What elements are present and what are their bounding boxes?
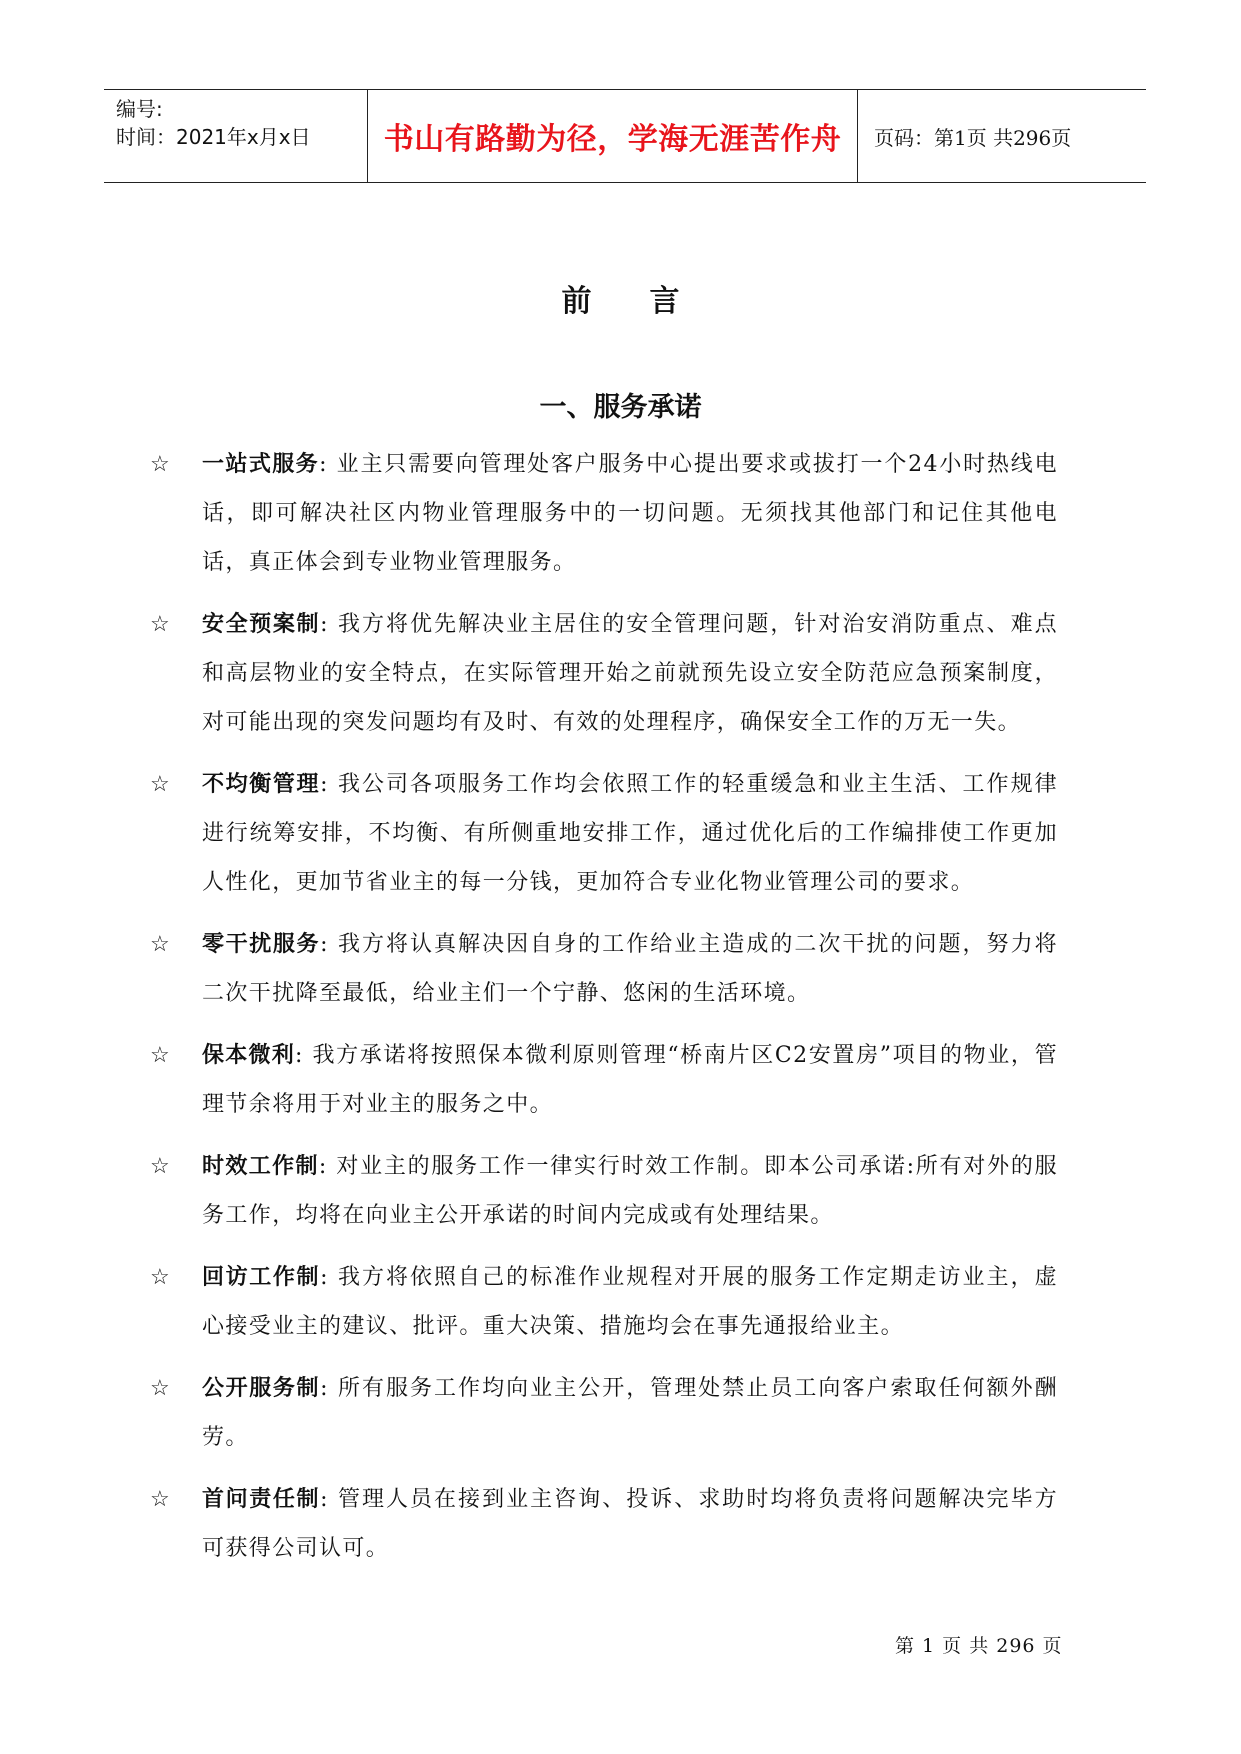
star-bullet-icon: ☆ [150,1043,170,1068]
list-item-text [202,760,1058,907]
item-term: 一站式服务 [202,452,320,477]
list-item-text [202,1253,1058,1351]
item-description: 管理人员在接到业主咨询、投诉、求助时均将负责将问题解决完毕方可获得公司认可。 [202,1487,1058,1561]
list-item [150,600,1070,747]
list-item-text [202,1142,1058,1240]
star-bullet-icon: ☆ [150,1154,170,1179]
item-separator: : [320,1487,329,1512]
header-meta [104,90,368,182]
list-item [150,1364,1070,1462]
list-item [150,1253,1070,1351]
item-term: 首问责任制 [202,1487,321,1512]
item-separator: : [320,1265,329,1290]
document-number-label: 编号: [116,97,163,121]
item-term: 不均衡管理 [202,772,321,797]
list-item-text [202,440,1058,587]
star-bullet-icon: ☆ [150,932,170,957]
star-bullet-icon: ☆ [150,1487,170,1512]
item-separator: : [320,1376,329,1401]
item-separator: : [318,1154,328,1179]
header-motto: 书山有路勤为径，学海无涯苦作舟 [368,90,858,182]
document-date: 时间：2021年x月x日 [116,125,311,149]
star-bullet-icon: ☆ [150,612,170,637]
page-title-char-2: 言 [649,284,680,319]
item-description: 对业主的服务工作一律实行时效工作制。即本公司承诺:所有对外的服务工作，均将在向业主公开承诺的时间内完成或有处理结果。 [202,1154,1058,1228]
item-term: 保本微利 [202,1043,296,1068]
list-item-text [202,1475,1058,1573]
list-item [150,920,1070,1018]
page-title [0,276,1241,320]
page-header [104,89,1146,183]
section-title: 一、服务承诺 [539,392,702,423]
page-footer: 第 1 页 共 296 页 [895,1635,1063,1657]
item-description: 我方将认真解决因自身的工作给业主造成的二次干扰的问题，努力将二次干扰降至最低，给业主们一个宁静、悠闲的生活环境。 [202,932,1058,1006]
item-term: 公开服务制 [202,1376,321,1401]
item-separator: : [295,1043,304,1068]
item-description: 所有服务工作均向业主公开，管理处禁止员工向客户索取任何额外酬劳。 [202,1376,1058,1450]
item-term: 回访工作制 [202,1265,321,1290]
item-description: 业主只需要向管理处客户服务中心提出要求或拔打一个24小时热线电话，即可解决社区内物业管理服务中的一切问题。无须找其他部门和记住其他电话，真正体会到专业物业管理服务。 [202,452,1058,575]
item-term: 时效工作制 [202,1154,319,1179]
list-item-text [202,920,1058,1018]
item-separator: : [320,932,329,957]
list-item [150,440,1070,587]
header-page-info: 页码：第1页 共296页 [874,125,1072,150]
star-bullet-icon: ☆ [150,1376,170,1401]
list-item [150,760,1070,907]
list-item-text [202,600,1058,747]
item-description: 我方承诺将按照保本微利原则管理“桥南片区C2安置房”项目的物业，管理节余将用于对业主的服务之中。 [202,1043,1058,1117]
item-separator: : [320,772,329,797]
star-bullet-icon: ☆ [150,1265,170,1290]
item-description: 我方将依照自己的标准作业规程对开展的服务工作定期走访业主，虚心接受业主的建议、批评。重大决策、措施均会在事先通报给业主。 [202,1265,1058,1339]
item-term: 安全预案制 [202,612,321,637]
item-separator: : [319,452,328,477]
item-description: 我公司各项服务工作均会依照工作的轻重缓急和业主生活、工作规律进行统筹安排，不均衡、有所侧重地安排工作，通过优化后的工作编排使工作更加人性化，更加节省业主的每一分钱，更加符合专业化物业管理公司的要求。 [202,772,1058,895]
item-description: 我方将优先解决业主居住的安全管理问题，针对治安消防重点、难点和高层物业的安全特点，在实际管理开始之前就预先设立安全防范应急预案制度，对可能出现的突发问题均有及时、有效的处理程序，确保安全工作的万无一失。 [202,612,1058,735]
list-item [150,1142,1070,1240]
list-item-text [202,1364,1058,1462]
list-item [150,1475,1070,1573]
commitment-list [150,440,1070,1586]
item-term: 零干扰服务 [202,932,321,957]
star-bullet-icon: ☆ [150,772,170,797]
list-item [150,1031,1070,1129]
list-item-text [202,1031,1058,1129]
star-bullet-icon: ☆ [150,452,170,477]
page-title-char-1: 前 [561,284,592,319]
item-separator: : [320,612,329,637]
